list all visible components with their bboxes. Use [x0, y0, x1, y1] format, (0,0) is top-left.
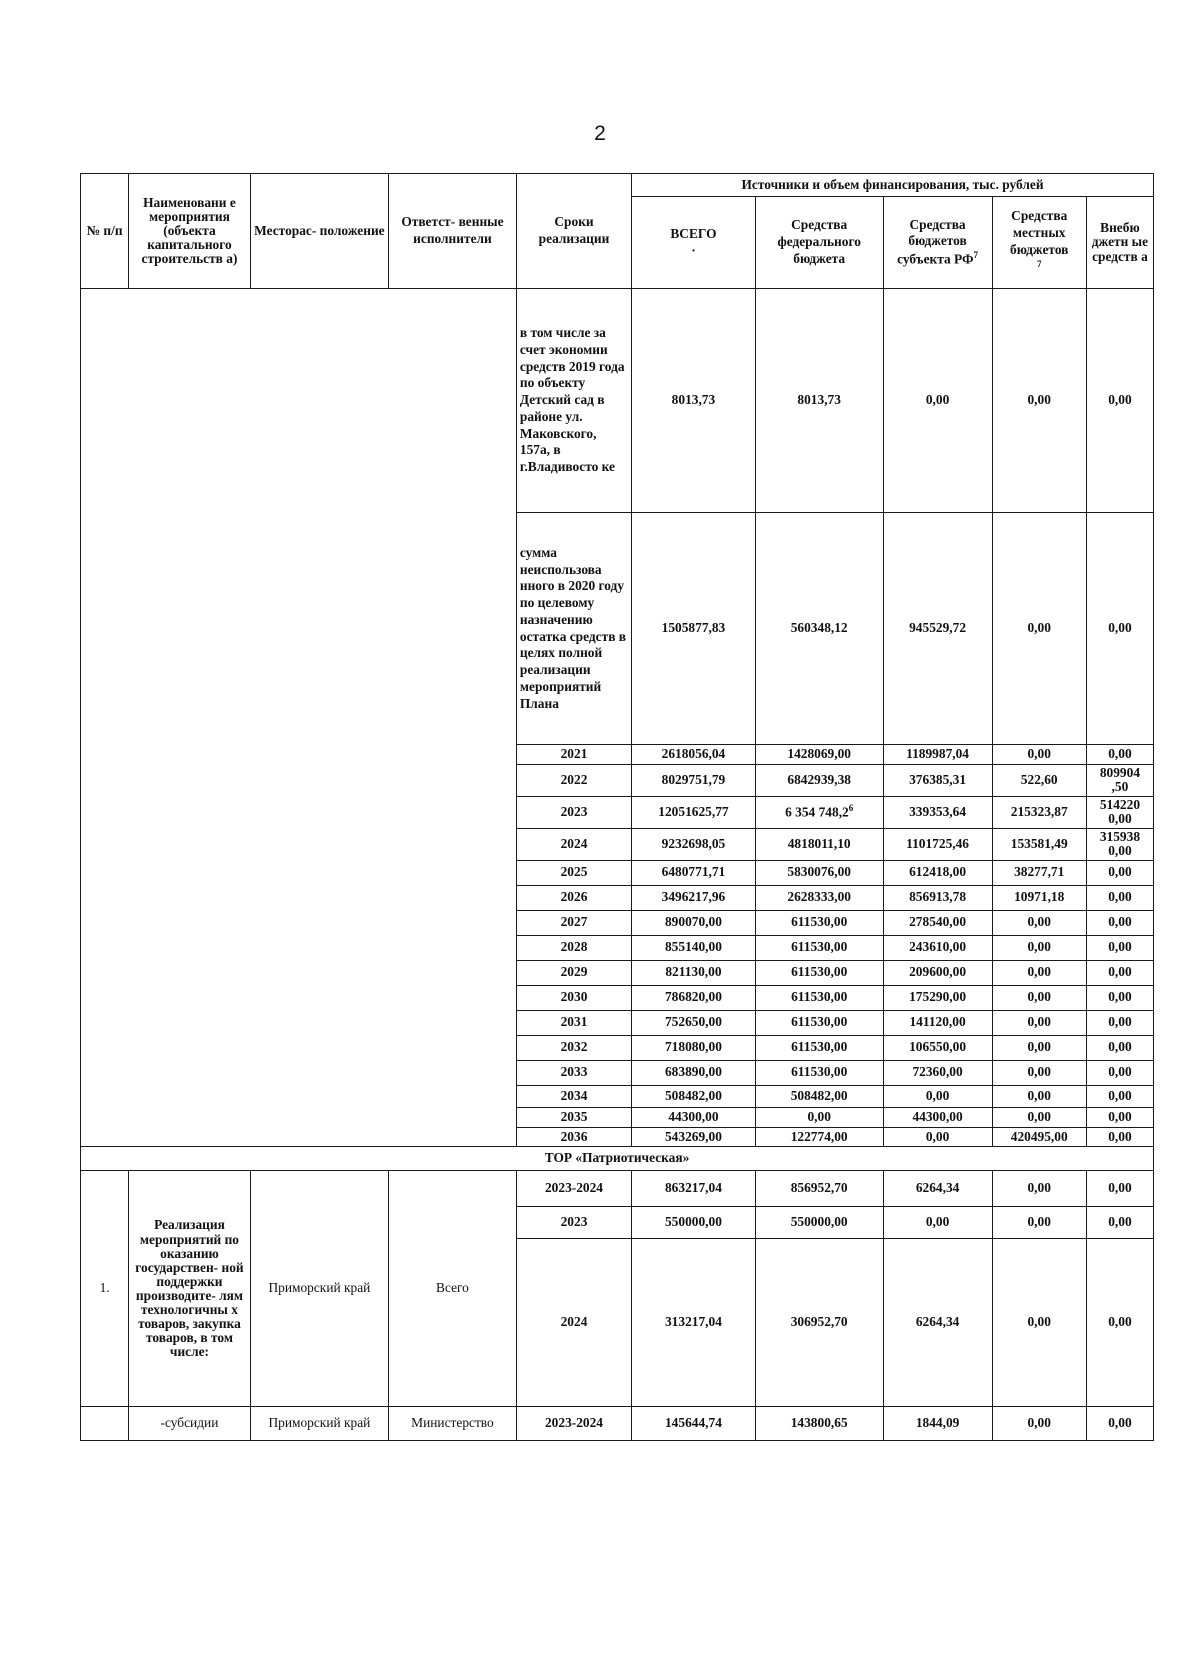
cell-local: 0,00	[992, 1060, 1086, 1085]
header-row-1	[81, 174, 1154, 197]
cell-year: 2023-2024	[516, 1171, 631, 1207]
cell-federal: 508482,00	[755, 1085, 883, 1107]
cell-subject: 945529,72	[883, 513, 992, 745]
cell-federal: 6 354 748,2$^6$	[755, 796, 883, 828]
cell-year: 2031	[516, 1010, 631, 1035]
cell-total: 313217,04	[632, 1239, 756, 1407]
cell-subject: 1101725,46	[883, 828, 992, 860]
cell-federal: 1428069,00	[755, 745, 883, 765]
cell-local: 0,00	[992, 1171, 1086, 1207]
cell-total: 752650,00	[632, 1010, 756, 1035]
cell-federal: 611530,00	[755, 1010, 883, 1035]
subsidy-number	[81, 1407, 129, 1441]
cell-federal: 560348,12	[755, 513, 883, 745]
item-number: 1.	[81, 1171, 129, 1407]
cell-total: 2618056,04	[632, 745, 756, 765]
cell-year: 2035	[516, 1107, 631, 1127]
cell-local: 0,00	[992, 1085, 1086, 1107]
cell-local: 153581,49	[992, 828, 1086, 860]
cell-federal: 143800,65	[755, 1407, 883, 1441]
cell-federal: 611530,00	[755, 1035, 883, 1060]
cell-total: 683890,00	[632, 1060, 756, 1085]
cell-extra: 0,00	[1086, 910, 1153, 935]
cell-extra: 0,00	[1086, 1239, 1153, 1407]
cell-federal: 611530,00	[755, 1060, 883, 1085]
col-federal-header: Средства федерального бюджета	[755, 197, 883, 289]
cell-local: 10971,18	[992, 885, 1086, 910]
cell-local: 0,00	[992, 910, 1086, 935]
cell-local: 0,00	[992, 1239, 1086, 1407]
cell-extra: 0,00	[1086, 1035, 1153, 1060]
row-label: в том числе за счет экономии средств 2019 года по объекту Детский сад в районе ул. Маковского, 157а, в г.Владивосто ке	[516, 289, 631, 513]
cell-local: 420495,00	[992, 1127, 1086, 1147]
cell-extra: 315938 0,00	[1086, 828, 1153, 860]
cell-subject: 0,00	[883, 1085, 992, 1107]
cell-local: 0,00	[992, 1035, 1086, 1060]
cell-year: 2025	[516, 860, 631, 885]
col-name-header: Наименовани е мероприятия (объекта капитального строительств а)	[129, 174, 251, 289]
cell-federal: 611530,00	[755, 910, 883, 935]
cell-federal: 4818011,10	[755, 828, 883, 860]
cell-federal: 856952,70	[755, 1171, 883, 1207]
cell-year: 2033	[516, 1060, 631, 1085]
cell-year: 2022	[516, 764, 631, 796]
cell-total: 12051625,77	[632, 796, 756, 828]
cell-subject: 175290,00	[883, 985, 992, 1010]
cell-year: 2023	[516, 1207, 631, 1239]
item-name: Реализация мероприятий по оказанию государствен- ной поддержки производите- лям технологичны х товаров, закупка товаров, в том числе:	[129, 1171, 251, 1407]
cell-federal: 122774,00	[755, 1127, 883, 1147]
cell-total: 44300,00	[632, 1107, 756, 1127]
cell-local: 0,00	[992, 985, 1086, 1010]
cell-local: 0,00	[992, 960, 1086, 985]
page-number: 2	[594, 122, 606, 145]
cell-federal: 8013,73	[755, 289, 883, 513]
cell-subject: 209600,00	[883, 960, 992, 985]
cell-total: 855140,00	[632, 935, 756, 960]
cell-total: 543269,00	[632, 1127, 756, 1147]
section-title: ТОР «Патриотическая»	[81, 1147, 1154, 1171]
cell-federal: 5830076,00	[755, 860, 883, 885]
col-num-header: № п/п	[81, 174, 129, 289]
cell-year: 2023-2024	[516, 1407, 631, 1441]
table-row	[81, 1171, 1154, 1207]
cell-subject: 376385,31	[883, 764, 992, 796]
cell-extra: 0,00	[1086, 1085, 1153, 1107]
cell-year: 2029	[516, 960, 631, 985]
cell-extra: 0,00	[1086, 1060, 1153, 1085]
cell-extra: 0,00	[1086, 1127, 1153, 1147]
col-executors-header: Ответст- венные исполнители	[389, 174, 517, 289]
cell-total: 8013,73	[632, 289, 756, 513]
cell-local: 0,00	[992, 513, 1086, 745]
cell-total: 8029751,79	[632, 764, 756, 796]
cell-subject: 1189987,04	[883, 745, 992, 765]
cell-total: 1505877,83	[632, 513, 756, 745]
cell-subject: 243610,00	[883, 935, 992, 960]
subsidy-executor: Министерство	[389, 1407, 517, 1441]
col-total-header: ВСЕГО ·	[632, 197, 756, 289]
cell-local: 0,00	[992, 1107, 1086, 1127]
col-location-header: Месторас- положение	[250, 174, 388, 289]
cell-federal: 611530,00	[755, 985, 883, 1010]
cell-year: 2023	[516, 796, 631, 828]
cell-year: 2026	[516, 885, 631, 910]
cell-year: 2024	[516, 1239, 631, 1407]
table-row	[81, 1407, 1154, 1441]
cell-year: 2030	[516, 985, 631, 1010]
subsidy-name: -субсидии	[129, 1407, 251, 1441]
cell-subject: 0,00	[883, 1207, 992, 1239]
cell-total: 9232698,05	[632, 828, 756, 860]
item-executor: Всего	[389, 1171, 517, 1407]
cell-extra: 0,00	[1086, 289, 1153, 513]
cell-federal: 306952,70	[755, 1239, 883, 1407]
cell-total: 863217,04	[632, 1171, 756, 1207]
cell-subject: 6264,34	[883, 1239, 992, 1407]
cell-federal: 2628333,00	[755, 885, 883, 910]
cell-total: 821130,00	[632, 960, 756, 985]
financing-table	[80, 173, 1154, 1441]
cell-extra: 0,00	[1086, 860, 1153, 885]
cell-subject: 339353,64	[883, 796, 992, 828]
cell-year: 2021	[516, 745, 631, 765]
col-extra-header: Внебю джетн ые средств а	[1086, 197, 1153, 289]
cell-local: 522,60	[992, 764, 1086, 796]
cell-local: 0,00	[992, 935, 1086, 960]
cell-extra: 0,00	[1086, 745, 1153, 765]
cell-federal: 0,00	[755, 1107, 883, 1127]
cell-local: 0,00	[992, 1407, 1086, 1441]
cell-local: 0,00	[992, 745, 1086, 765]
cell-total: 550000,00	[632, 1207, 756, 1239]
cell-total: 6480771,71	[632, 860, 756, 885]
cell-subject: 44300,00	[883, 1107, 992, 1127]
cell-total: 3496217,96	[632, 885, 756, 910]
cell-extra: 0,00	[1086, 985, 1153, 1010]
col-local-header: Средства местных бюджетов $^7$	[992, 197, 1086, 289]
cell-federal: 611530,00	[755, 935, 883, 960]
col-financing-header: Источники и объем финансирования, тыс. рублей	[632, 174, 1154, 197]
cell-local: 38277,71	[992, 860, 1086, 885]
cell-extra: 0,00	[1086, 1010, 1153, 1035]
cell-local: 215323,87	[992, 796, 1086, 828]
cell-year: 2034	[516, 1085, 631, 1107]
cell-year: 2024	[516, 828, 631, 860]
cell-total: 718080,00	[632, 1035, 756, 1060]
cell-federal: 550000,00	[755, 1207, 883, 1239]
cell-extra: 809904 ,50	[1086, 764, 1153, 796]
cell-subject: 278540,00	[883, 910, 992, 935]
cell-extra: 514220 0,00	[1086, 796, 1153, 828]
subsidy-location: Приморский край	[250, 1407, 388, 1441]
empty-merged-cell	[81, 289, 517, 1147]
cell-extra: 0,00	[1086, 1107, 1153, 1127]
cell-local: 0,00	[992, 289, 1086, 513]
cell-extra: 0,00	[1086, 513, 1153, 745]
cell-federal: 611530,00	[755, 960, 883, 985]
cell-subject: 0,00	[883, 1127, 992, 1147]
cell-year: 2028	[516, 935, 631, 960]
cell-subject: 856913,78	[883, 885, 992, 910]
col-subject-header: Средства бюджетов субъекта $РФ^7$	[883, 197, 992, 289]
cell-extra: 0,00	[1086, 935, 1153, 960]
table-row	[81, 289, 1154, 513]
cell-subject: 0,00	[883, 289, 992, 513]
cell-year: 2027	[516, 910, 631, 935]
cell-extra: 0,00	[1086, 1171, 1153, 1207]
cell-subject: 612418,00	[883, 860, 992, 885]
cell-extra: 0,00	[1086, 1407, 1153, 1441]
col-terms-header: Сроки реализации	[516, 174, 631, 289]
cell-subject: 1844,09	[883, 1407, 992, 1441]
cell-total: 508482,00	[632, 1085, 756, 1107]
cell-subject: 6264,34	[883, 1171, 992, 1207]
cell-subject: 72360,00	[883, 1060, 992, 1085]
cell-subject: 141120,00	[883, 1010, 992, 1035]
cell-subject: 106550,00	[883, 1035, 992, 1060]
cell-local: 0,00	[992, 1207, 1086, 1239]
cell-extra: 0,00	[1086, 885, 1153, 910]
cell-total: 145644,74	[632, 1407, 756, 1441]
cell-extra: 0,00	[1086, 1207, 1153, 1239]
cell-federal: 6842939,38	[755, 764, 883, 796]
cell-total: 786820,00	[632, 985, 756, 1010]
section-row	[81, 1147, 1154, 1171]
cell-year: 2036	[516, 1127, 631, 1147]
item-location: Приморский край	[250, 1171, 388, 1407]
cell-extra: 0,00	[1086, 960, 1153, 985]
cell-total: 890070,00	[632, 910, 756, 935]
cell-local: 0,00	[992, 1010, 1086, 1035]
row-label: сумма неиспользова нного в 2020 году по целевому назначению остатка средств в целях полной реализации мероприятий Плана	[516, 513, 631, 745]
cell-year: 2032	[516, 1035, 631, 1060]
